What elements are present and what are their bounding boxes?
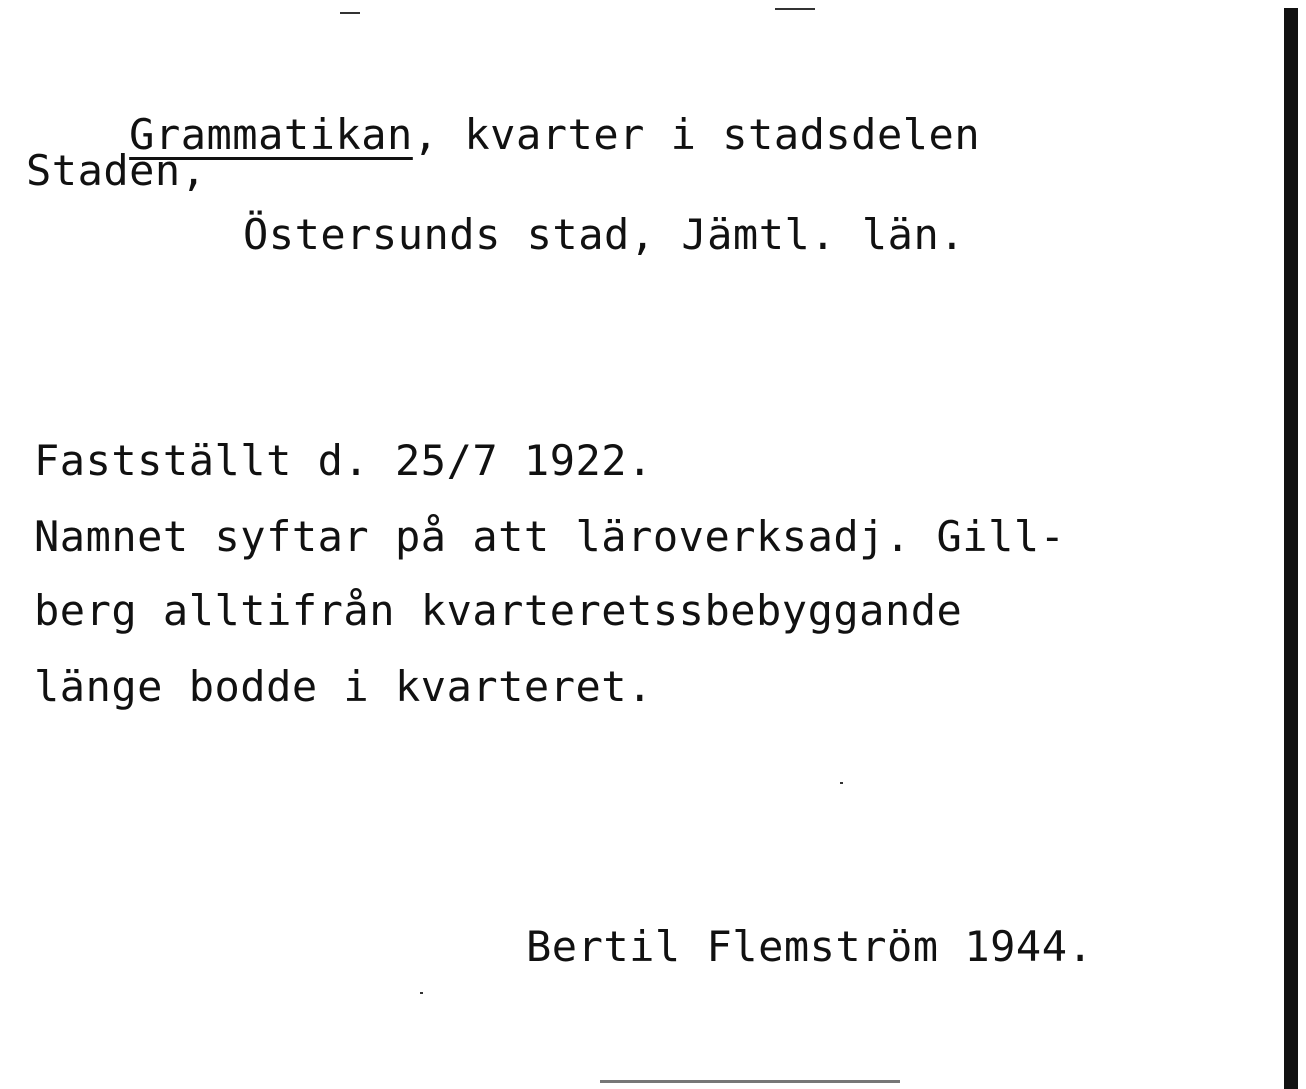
district-line: Staden, — [26, 146, 207, 195]
scan-speck — [420, 992, 423, 994]
place-name: Grammatikan — [129, 110, 413, 159]
explanation-line-2: berg alltifrån kvarteretssbebyggande — [34, 586, 963, 635]
scan-speck — [840, 782, 843, 784]
place-description: , kvarter i stadsdelen — [412, 110, 981, 159]
scan-speck — [600, 1080, 900, 1083]
established-date: Fastställt d. 25/7 1922. — [34, 436, 653, 485]
explanation-line-1: Namnet syftar på att läroverksadj. Gill- — [34, 512, 1066, 561]
signature-line: Bertil Flemström 1944. — [526, 922, 1094, 971]
scan-speck — [775, 8, 815, 10]
card-edge-shadow — [1284, 8, 1298, 1089]
location-line: Östersunds stad, Jämtl. län. — [243, 210, 966, 259]
explanation-line-3: länge bodde i kvarteret. — [34, 662, 653, 711]
scan-speck — [340, 12, 360, 14]
